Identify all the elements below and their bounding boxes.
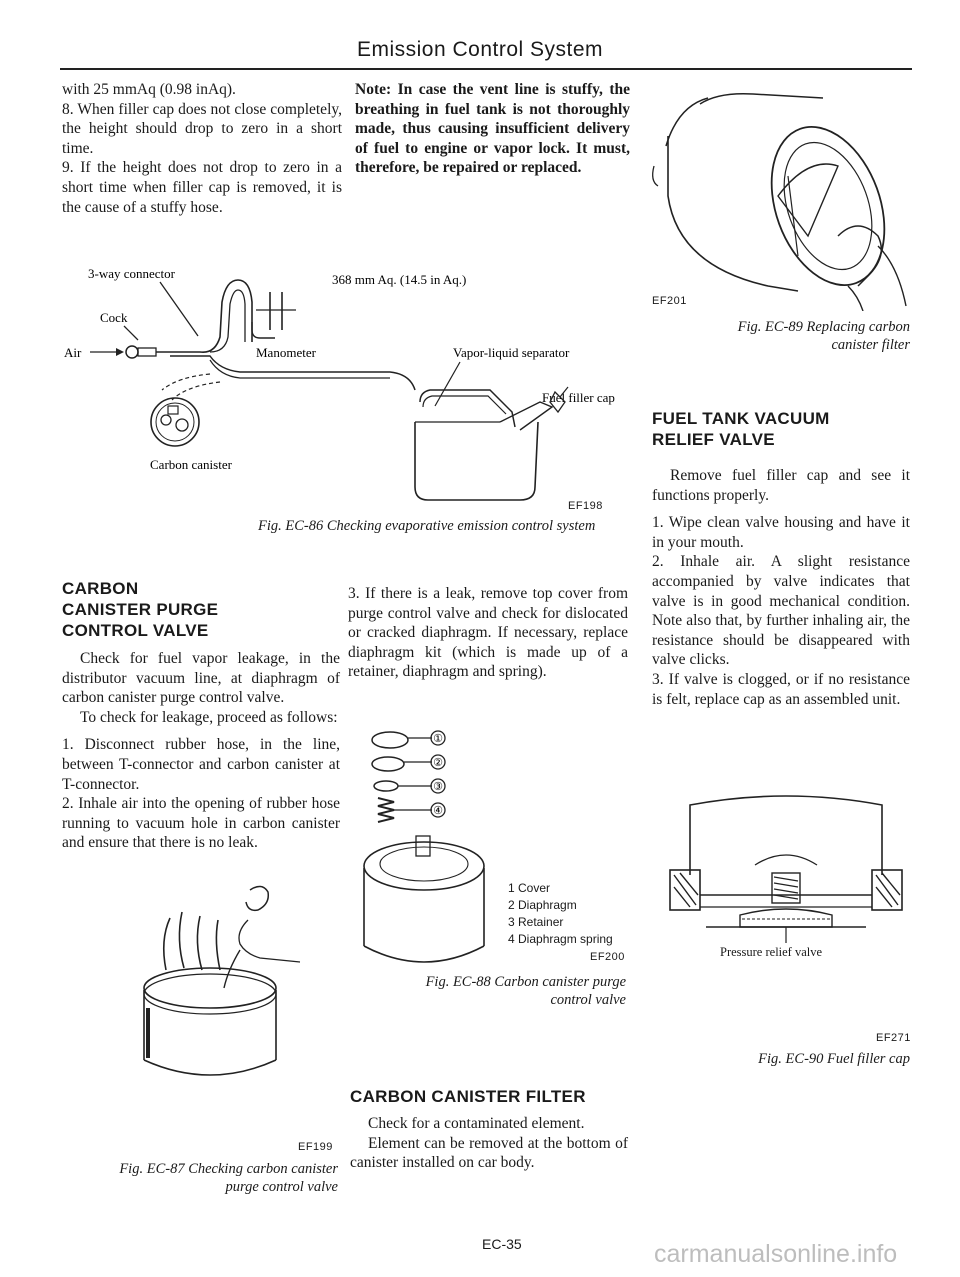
relief-heading-line-2: RELIEF VALVE	[652, 430, 775, 449]
heading-line-1: CARBON	[62, 579, 139, 598]
step-8: 8. When filler cap does not close completely, the height should drop to zero in a short time.	[62, 100, 342, 157]
relief-valve-body	[652, 466, 910, 709]
fig86-diagram	[60, 262, 640, 512]
fig88-code: EF200	[590, 951, 625, 963]
label-air: Air	[64, 345, 82, 360]
purge-valve-body	[62, 649, 340, 853]
fig89-caption	[700, 318, 910, 354]
fig89-caption-line-2: canister filter	[831, 337, 910, 353]
fig90-diagram	[660, 795, 912, 945]
fig86-code: EF198	[568, 500, 603, 512]
label-height: 368 mm Aq. (14.5 in Aq.)	[332, 272, 467, 287]
filter-heading: CARBON CANISTER FILTER	[350, 1087, 586, 1106]
fig90-label: Pressure relief valve	[720, 945, 823, 959]
callout-1: ①	[433, 733, 443, 745]
header-rule	[60, 68, 912, 70]
callout-4: ④	[433, 805, 443, 817]
legend-cover: 1 Cover	[508, 881, 551, 895]
heading-line-2: CANISTER PURGE	[62, 600, 219, 619]
relief-step-1: 1. Wipe clean valve housing and have it in your mouth.	[652, 514, 910, 551]
fig87-caption	[62, 1160, 338, 1196]
callout-2: ②	[433, 757, 443, 769]
relief-step-2: 2. Inhale air. A slight resistance accompanied by valve indicates that valve is in good mechanical condition. Note also that, by further inhaling air, the resistance should be disappeared with valve clicks.	[652, 553, 910, 669]
step-9: 9. If the height does not drop to zero in a short time when filler cap is removed, it is the cause of a stuffy hose.	[62, 159, 342, 216]
legend-retainer: 3 Retainer	[508, 915, 564, 929]
purge-step-1: 1. Disconnect rubber hose, in the line, between T-connector and carbon canister at T-connector.	[62, 736, 340, 793]
fig88-caption-line-2: control valve	[550, 992, 626, 1008]
fig90-code: EF271	[876, 1032, 911, 1044]
label-cock: Cock	[100, 310, 128, 325]
callout-3: ③	[433, 781, 443, 793]
watermark: carmanualsonline.info	[654, 1240, 898, 1268]
filter-body	[350, 1114, 628, 1173]
filter-text-2: Element can be removed at the bottom of canister installed on car body.	[350, 1134, 628, 1172]
relief-intro: Remove fuel filler cap and see it functions properly.	[652, 467, 910, 504]
filter-text-1: Check for a contaminated element.	[368, 1115, 585, 1132]
page-header: Emission Control System	[356, 38, 604, 61]
legend-spring: 4 Diaphragm spring	[508, 932, 613, 946]
fig87-code: EF199	[298, 1141, 333, 1153]
fig89-code: EF201	[652, 295, 687, 307]
label-canister: Carbon canister	[150, 457, 232, 472]
fig90-caption: Fig. EC-90 Fuel filler cap	[758, 1051, 910, 1067]
fig88-diagram	[360, 728, 500, 978]
label-manometer: Manometer	[256, 345, 316, 360]
relief-heading-line-1: FUEL TANK VACUUM	[652, 409, 830, 428]
purge-intro: Check for fuel vapor leakage, in the distributor vacuum line, at diaphragm of carbon canister purge control valve.	[62, 650, 340, 707]
page-number: EC-35	[482, 1236, 522, 1252]
fig88-legend	[508, 880, 613, 948]
label-filler-cap: Fuel filler cap	[542, 390, 615, 405]
fig88-caption-line-1: Fig. EC-88 Carbon canister purge	[425, 974, 626, 990]
fig89-caption-line-1: Fig. EC-89 Replacing carbon	[737, 319, 910, 335]
legend-diaphragm: 2 Diaphragm	[508, 898, 577, 912]
purge-step-3: 3. If there is a leak, remove top cover from purge control valve and check for dislocated or cracked diaphragm. If necessary, replace diaphragm kit (which is made up of a retainer, diaphragm and spring).	[348, 585, 628, 681]
purge-intro-2: To check for leakage, proceed as follows:	[80, 708, 338, 726]
left-top-text	[62, 80, 342, 217]
fig86-caption: Fig. EC-86 Checking evaporative emission control system	[258, 518, 596, 534]
purge-valve-heading	[62, 578, 218, 641]
label-connector: 3-way connector	[88, 266, 175, 281]
relief-valve-heading	[652, 408, 830, 450]
fig88-caption	[360, 973, 626, 1009]
note-block: Note: In case the vent line is stuffy, the breathing in fuel tank is not thoroughly made, thus causing insufficient delivery of fuel to engine or vapor lock. It must, therefore, be repaired or replaced.	[355, 81, 630, 177]
fig89-diagram	[648, 86, 913, 311]
fig87-caption-line-1: Fig. EC-87 Checking carbon canister	[119, 1161, 338, 1177]
line-continuation: with 25 mmAq (0.98 inAq).	[62, 81, 236, 98]
fig87-caption-line-2: purge control valve	[225, 1179, 338, 1195]
label-separator: Vapor-liquid separator	[453, 345, 570, 360]
relief-step-3: 3. If valve is clogged, or if no resistance is felt, replace cap as an assembled unit.	[652, 670, 910, 708]
purge-step-2: 2. Inhale air into the opening of rubber hose running to vacuum hole in carbon canister and ensure that there is no leak.	[62, 795, 340, 852]
fig87-diagram	[130, 880, 310, 1090]
heading-line-3: CONTROL VALVE	[62, 621, 209, 640]
